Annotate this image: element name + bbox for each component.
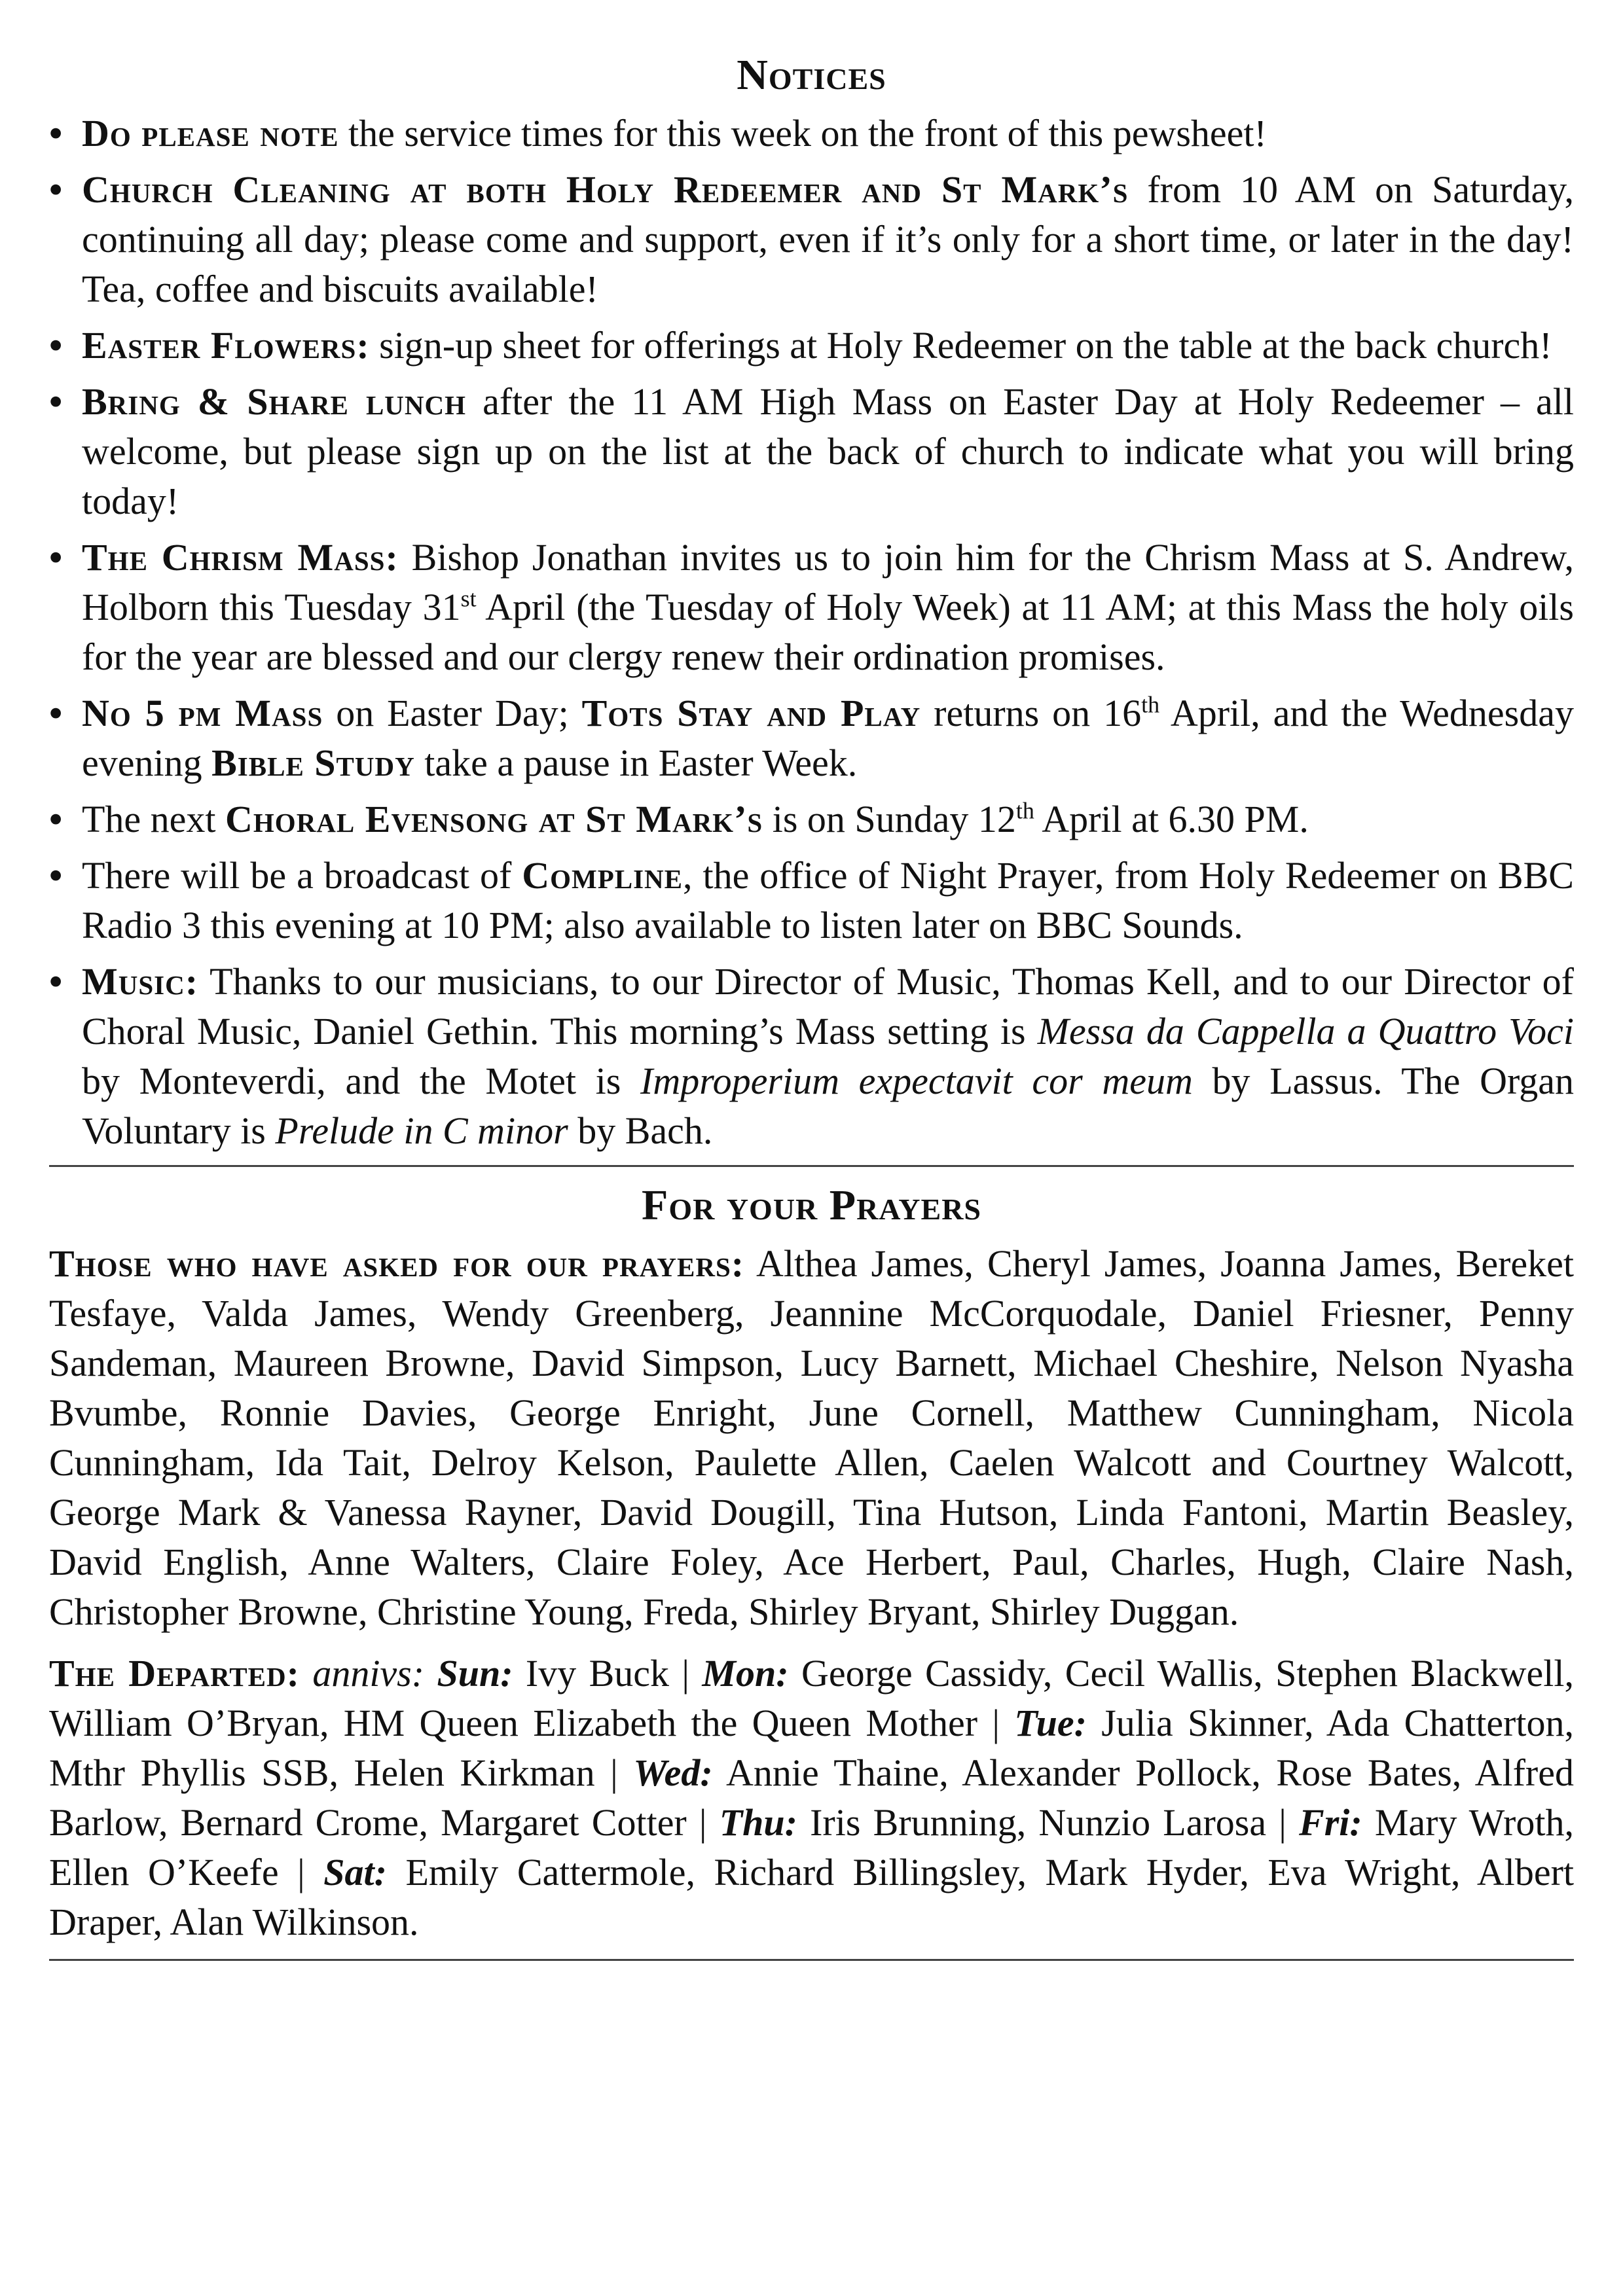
bullet-icon: • bbox=[49, 798, 63, 840]
bullet-icon: • bbox=[49, 536, 63, 579]
bullet-icon: • bbox=[49, 112, 63, 154]
notice-item: • Bring & Share lunch after the 11 AM High Mass on Easter Day at Holy Redeemer – all welcome, but please sign up on the list at the back of church to indicate what you will bring today! bbox=[49, 377, 1574, 526]
notice-item: • The Chrism Mass: Bishop Jonathan invites us to join him for the Chrism Mass at S. Andrew, Holborn this Tuesday 31st April (the Tuesday of Holy Week) at 11 AM; at this Mass the holy oils for the year are blessed and our clergy renew their ordination promises. bbox=[49, 533, 1574, 682]
notices-heading: Notices bbox=[737, 51, 886, 99]
section-divider bbox=[49, 1165, 1574, 1167]
bullet-icon: • bbox=[49, 380, 63, 423]
notice-item: • Music: Thanks to our musicians, to our Director of Music, Thomas Kell, and to our Director of Choral Music, Daniel Gethin. This morning’s Mass setting is Messa da Cappella a Quattro Voci by Monteverdi, and the Motet is Improperium expectavit cor meum by Lassus. The Organ Voluntary is Prelude in C minor by Bach. bbox=[49, 957, 1574, 1156]
notice-item: • Church Cleaning at both Holy Redeemer and St Mark’s from 10 AM on Saturday, continuing all day; please come and support, even if it’s only for a short time, or later in the day! Tea, coffee and biscuits available! bbox=[49, 165, 1574, 314]
notice-item: • Do please note the service times for this week on the front of this pewsheet! bbox=[49, 109, 1574, 158]
notices-list bbox=[49, 109, 1574, 1156]
prayer-list-paragraph: Those who have asked for our prayers: Althea James, Cheryl James, Joanna James, Bereket Tesfaye, Valda James, Wendy Greenberg, Jeannine McCorquodale, Daniel Friesner, Penny Sandeman, Maureen Browne, David Simpson, Lucy Barnett, Michael Cheshire, Nelson Nyasha Bvumbe, Ronnie Davies, George Enright, June Cornell, Matthew Cunningham, Nicola Cunningham, Ida Tait, Delroy Kelson, Paulette Allen, Caelen Walcott and Courtney Walcott, George Mark & Vanessa Rayner, David Dougill, Tina Hutson, Linda Fantoni, Martin Beasley, David English, Anne Walters, Claire Foley, Ace Herbert, Paul, Charles, Hugh, Claire Nash, Christopher Browne, Christine Young, Freda, Shirley Bryant, Shirley Duggan. bbox=[49, 1242, 1574, 1633]
bullet-icon: • bbox=[49, 692, 63, 734]
bullet-icon: • bbox=[49, 960, 63, 1003]
notice-item: • No 5 pm Mass on Easter Day; Tots Stay and Play returns on 16th April, and the Wednesday evening Bible Study take a pause in Easter Week. bbox=[49, 689, 1574, 788]
departed-paragraph: The Departed: annivs: Sun: Ivy Buck | Mon: George Cassidy, Cecil Wallis, Stephen Blackwell, William O’Bryan, HM Queen Elizabeth the Queen Mother | Tue: Julia Skinner, Ada Chatterton, Mthr Phyllis SSB, Helen Kirkman | Wed: Annie Thaine, Alexander Pollock, Rose Bates, Alfred Barlow, Bernard Crome, Margaret Cotter | Thu: Iris Brunning, Nunzio Larosa | Fri: Mary Wroth, Ellen O’Keefe | Sat: Emily Cattermole, Richard Billingsley, Mark Hyder, Eva Wright, Albert Draper, Alan Wilkinson. bbox=[49, 1652, 1575, 1943]
prayers-heading: For your Prayers bbox=[642, 1181, 981, 1229]
bullet-icon: • bbox=[49, 168, 63, 211]
bullet-icon: • bbox=[49, 324, 63, 367]
notice-item: • There will be a broadcast of Compline, the office of Night Prayer, from Holy Redeemer on BBC Radio 3 this evening at 10 PM; also available to listen later on BBC Sounds. bbox=[49, 851, 1574, 950]
notice-item: • Easter Flowers: sign-up sheet for offerings at Holy Redeemer on the table at the back church! bbox=[49, 321, 1574, 370]
bullet-icon: • bbox=[49, 854, 63, 897]
bottom-divider bbox=[49, 1959, 1574, 1961]
notice-item: • The next Choral Evensong at St Mark’s is on Sunday 12th April at 6.30 PM. bbox=[49, 795, 1574, 844]
